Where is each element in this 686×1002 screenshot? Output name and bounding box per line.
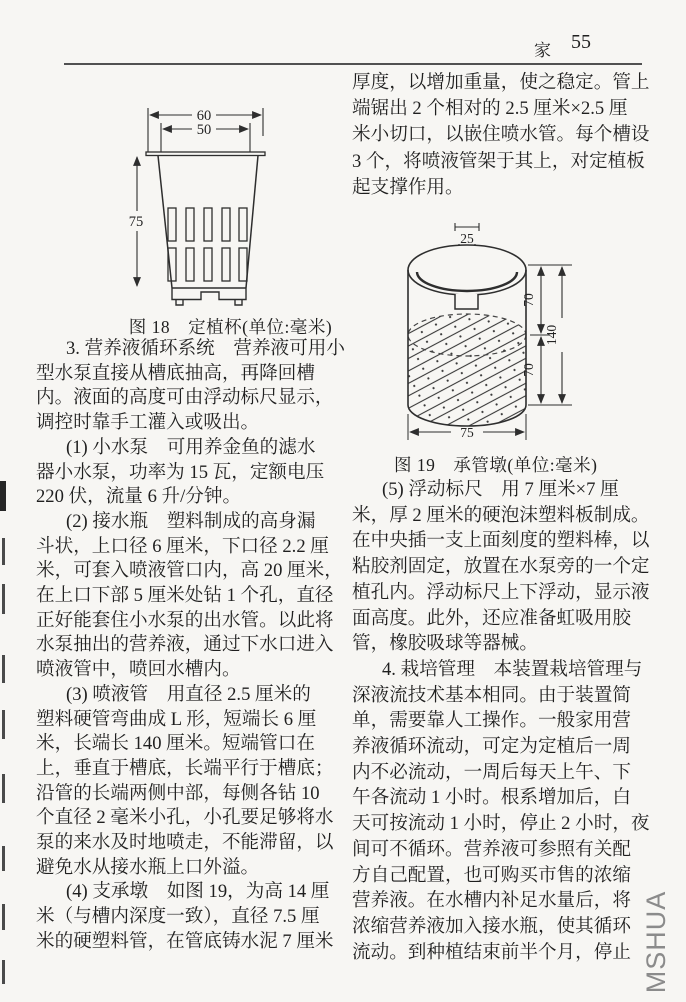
dimension-label: 60 xyxy=(196,108,212,124)
scan-mark xyxy=(2,904,5,930)
scan-mark xyxy=(2,774,5,803)
scan-mark xyxy=(2,960,5,984)
text-line: (3) 喷液管 用直径 2.5 厘米的 xyxy=(66,683,311,705)
dimension-label: 70 xyxy=(521,293,536,307)
text-line: 沿管的长端两侧中部，每侧各钻 10 xyxy=(36,782,320,804)
text-line: 面高度。此外，还应准备虹吸用胶 xyxy=(352,607,631,629)
text-line: (4) 支承墩 如图 19，为高 14 厘 xyxy=(66,881,330,903)
running-head-label: 家 xyxy=(534,41,552,60)
text-line: 米（与槽内深度一致），直径 7.5 厘 xyxy=(36,906,320,928)
text-line: 起支撑作用。 xyxy=(352,176,464,198)
text-line: 厚度，以增加重量，使之稳定。管上 xyxy=(352,72,650,93)
dimension-label: 140 xyxy=(544,324,559,346)
text-line: 间可不循环。营养液可参照有关配 xyxy=(352,838,631,860)
text-line: 调控时靠手工灌入或吸出。 xyxy=(36,412,260,434)
left-column-text xyxy=(36,337,352,955)
text-line: 米，长端长 140 厘米。短端管口在 xyxy=(36,733,315,755)
scan-mark xyxy=(2,846,5,871)
text-line: 管，橡胶吸球等器械。 xyxy=(352,633,538,655)
text-line: 3 个，将喷液管架于其上，对定植板 xyxy=(352,150,645,172)
figure-18-caption: 图 18 定植杯(单位:毫米) xyxy=(128,317,333,337)
text-line: 养液循环流动，可定为定植后一周 xyxy=(352,736,631,758)
text-line: 米，可套入喷液管口内，高 20 厘米， xyxy=(36,560,343,582)
text-line: (2) 接水瓶 塑料制成的高身漏 xyxy=(66,510,316,532)
dimension-label: 70 xyxy=(521,363,536,377)
page-number: 55 xyxy=(571,31,591,53)
text-line: (5) 浮动标尺 用 7 厘米×7 厘 xyxy=(382,479,619,500)
text-line: 米，厚 2 厘米的硬泡沫塑料板制成。 xyxy=(352,504,650,526)
scan-mark xyxy=(2,655,5,683)
text-line: 米的硬塑料管，在管底铸水泥 7 厘米 xyxy=(36,930,334,952)
scan-mark xyxy=(0,481,6,511)
text-line: 器小水泵，功率为 15 瓦，定额电压 xyxy=(36,461,325,483)
text-line: 喷液管中，喷回水槽内。 xyxy=(36,659,241,681)
scan-mark xyxy=(2,538,5,565)
watermark: MSHUA xyxy=(641,890,671,994)
scan-mark xyxy=(2,584,5,614)
figure-18-planting-cup-drawing xyxy=(98,103,348,316)
text-line: 深液流技术基本相同。由于装置简 xyxy=(352,684,631,706)
figure-19-support-pier-drawing xyxy=(385,218,600,453)
dimension-label: 25 xyxy=(460,231,474,246)
dimension-label: 50 xyxy=(196,122,212,138)
dimension-label: 75 xyxy=(128,214,144,230)
text-line: 午各流动 1 小时。根系增加后，白 xyxy=(352,787,631,809)
right-column-intro xyxy=(352,70,652,201)
text-line: 泵的来水及时地喷走，不能滞留，以 xyxy=(36,832,334,854)
text-line: 塑料硬管弯曲成 L 形，短端长 6 厘 xyxy=(36,708,317,730)
text-line: 端锯出 2 个相对的 2.5 厘米×2.5 厘 xyxy=(352,98,628,120)
text-line: 斗状，上口径 6 厘米，下口径 2.2 厘 xyxy=(36,535,329,557)
header-rule xyxy=(64,63,642,65)
text-line: 在上口下部 5 厘米处钻 1 个孔，直径 xyxy=(36,585,334,607)
text-line: 浓缩营养液加入接水瓶，使其循环 xyxy=(352,915,631,937)
text-line: 正好能套住小水泵的出水管。以此将 xyxy=(36,609,334,631)
text-line: 流动。到种植结束前半个月，停止 xyxy=(352,941,631,963)
text-line: 粘胶剂固定，放置在水泵旁的一个定 xyxy=(352,556,650,578)
figure-19-caption: 图 19 承管墩(单位:毫米) xyxy=(394,455,598,475)
text-line: 上，垂直于槽底，长端平行于槽底； xyxy=(36,757,334,779)
text-line: 天可按流动 1 小时，停止 2 小时，夜 xyxy=(352,813,650,835)
text-line: 单，需要靠人工操作。一般家用营 xyxy=(352,710,631,732)
text-line: 220 伏，流量 6 升/分钟。 xyxy=(36,486,242,508)
text-line: 内不必流动，一周后每天上午、下 xyxy=(352,761,631,783)
text-line: 避免水从接水瓶上口外溢。 xyxy=(36,856,260,878)
text-line: 4. 栽培管理 本装置栽培管理与 xyxy=(382,658,643,680)
text-line: 在中央插一支上面刻度的塑料棒，以 xyxy=(352,530,650,552)
text-line: 水泵抽出的营养液，通过下水口进入 xyxy=(36,634,334,656)
text-line: 植孔内。浮动标尺上下浮动，显示液 xyxy=(352,581,650,603)
text-line: 方自己配置，也可购买市售的浓缩 xyxy=(352,864,631,886)
scan-mark xyxy=(2,710,5,739)
right-column-text xyxy=(352,477,652,965)
text-line: 营养液。在水槽内补足水量后，将 xyxy=(352,890,631,912)
text-line: 3. 营养液循环系统 营养液可用小 xyxy=(66,338,345,359)
text-line: (1) 小水泵 可用养金鱼的滤水 xyxy=(66,436,316,458)
text-line: 米小切口，以嵌住喷水管。每个槽设 xyxy=(352,124,650,146)
text-line: 个直径 2 毫米小孔，小孔要足够将水 xyxy=(36,807,334,829)
text-line: 内。液面的高度可由浮动标尺显示， xyxy=(36,387,334,409)
text-line: 型水泵直接从槽底抽高，再降回槽 xyxy=(36,362,315,384)
dimension-label: 75 xyxy=(460,425,474,440)
